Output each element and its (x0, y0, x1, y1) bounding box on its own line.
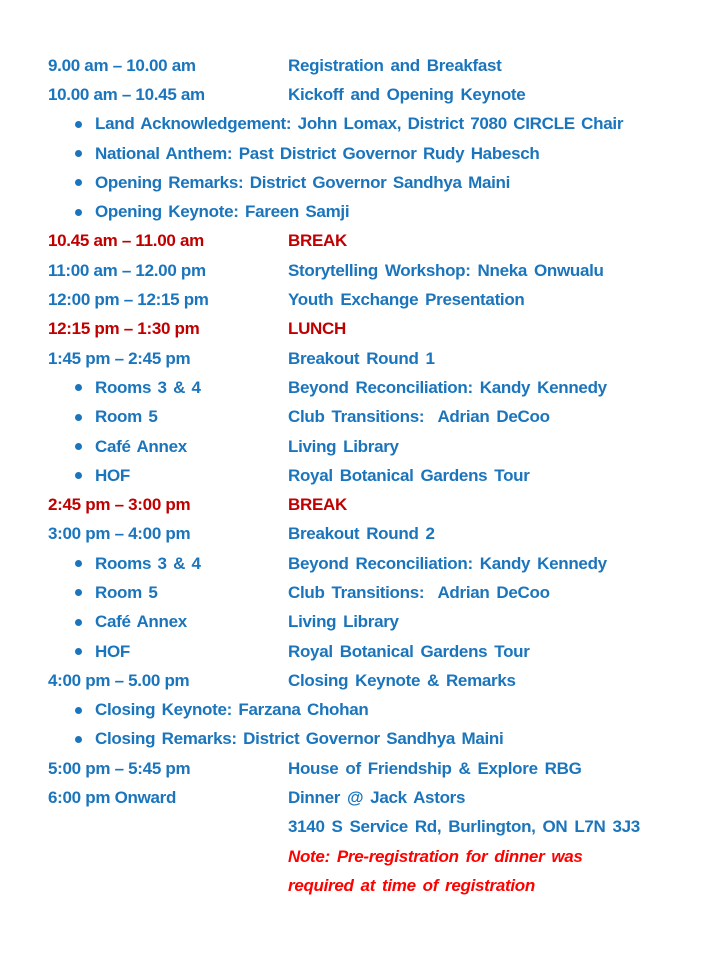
bullet-item-text: Land Acknowledgement: John Lomax, District 7080 CIRCLE Chair (95, 114, 624, 134)
bullet-item-text: Opening Remarks: District Governor Sandhya Maini (95, 172, 511, 192)
session-description: BREAK (288, 231, 347, 251)
schedule-row (48, 783, 708, 812)
bullet-room-label: Café Annex (95, 436, 187, 456)
schedule-row (48, 256, 708, 285)
bullet-room-label: Room 5 (95, 582, 158, 602)
schedule-row (48, 754, 708, 783)
bullet-room-cell (48, 612, 288, 632)
bullet-room-cell (48, 642, 288, 662)
bullet-room-cell (48, 583, 288, 603)
session-description: Note: Pre-registration for dinner was (288, 846, 583, 866)
schedule-row (48, 578, 708, 607)
bullet-icon (75, 384, 82, 391)
schedule-row (48, 168, 708, 197)
bullet-room-label: Rooms 3 & 4 (95, 553, 201, 573)
bullet-icon (75, 209, 82, 216)
bullet-item-text: Closing Remarks: District Governor Sandhya Maini (95, 729, 504, 749)
bullet-room-label: Café Annex (95, 612, 187, 632)
schedule-row (48, 51, 708, 80)
session-time: 6:00 pm Onward (48, 788, 177, 808)
bullet-icon (75, 121, 82, 128)
schedule-row (48, 696, 708, 725)
session-description: LUNCH (288, 319, 346, 339)
session-time: 10.00 am – 10.45 am (48, 84, 205, 104)
bullet-room-label: HOF (95, 641, 130, 661)
bullet-room-label: Rooms 3 & 4 (95, 377, 201, 397)
schedule-row (48, 227, 708, 256)
session-description: Living Library (288, 612, 399, 632)
bullet-room-label: HOF (95, 465, 130, 485)
bullet-icon (75, 414, 82, 421)
schedule-row (48, 637, 708, 666)
session-description: Youth Exchange Presentation (288, 290, 525, 310)
bullet-icon (75, 179, 82, 186)
bullet-item (48, 202, 708, 222)
session-description: Dinner @ Jack Astors (288, 788, 466, 808)
bullet-item (48, 729, 708, 749)
schedule-row (48, 871, 708, 900)
bullet-room-cell (48, 407, 288, 427)
session-description: BREAK (288, 495, 347, 515)
bullet-icon (75, 648, 82, 655)
bullet-icon (75, 560, 82, 567)
session-time: 12:15 pm – 1:30 pm (48, 319, 200, 339)
session-time: 11:00 am – 12.00 pm (48, 260, 206, 280)
schedule-row (48, 725, 708, 754)
schedule-row (48, 813, 708, 842)
schedule-row (48, 110, 708, 139)
schedule-row (48, 403, 708, 432)
session-time: 9.00 am – 10.00 am (48, 55, 196, 75)
schedule-row (48, 315, 708, 344)
bullet-icon (75, 589, 82, 596)
schedule-row (48, 520, 708, 549)
schedule-row (48, 139, 708, 168)
bullet-item (48, 114, 708, 134)
session-time: 2:45 pm – 3:00 pm (48, 495, 191, 515)
bullet-icon (75, 443, 82, 450)
schedule-row (48, 285, 708, 314)
schedule-row (48, 608, 708, 637)
session-time: 10.45 am – 11.00 am (48, 231, 204, 251)
session-description: Club Transitions: Adrian DeCoo (288, 582, 550, 602)
session-description: Breakout Round 2 (288, 524, 435, 544)
session-description: Royal Botanical Gardens Tour (288, 465, 530, 485)
bullet-item-text: Opening Keynote: Fareen Samji (95, 202, 350, 222)
session-time: 1:45 pm – 2:45 pm (48, 348, 191, 368)
session-time: 4:00 pm – 5.00 pm (48, 670, 190, 690)
bullet-item (48, 173, 708, 193)
session-time: 5:00 pm – 5:45 pm (48, 758, 191, 778)
schedule-row (48, 197, 708, 226)
session-description: Storytelling Workshop: Nneka Onwualu (288, 260, 604, 280)
schedule-row (48, 80, 708, 109)
session-description: Royal Botanical Gardens Tour (288, 641, 530, 661)
bullet-icon (75, 472, 82, 479)
session-description: Breakout Round 1 (288, 348, 435, 368)
schedule-row (48, 490, 708, 519)
bullet-item-text: National Anthem: Past District Governor Rudy Habesch (95, 143, 540, 163)
session-description: Kickoff and Opening Keynote (288, 84, 526, 104)
bullet-room-cell (48, 554, 288, 574)
schedule-row (48, 432, 708, 461)
bullet-room-cell (48, 437, 288, 457)
bullet-icon (75, 619, 82, 626)
bullet-icon (75, 736, 82, 743)
session-description: required at time of registration (288, 875, 535, 895)
session-description: Registration and Breakfast (288, 55, 502, 75)
session-time: 12:00 pm – 12:15 pm (48, 290, 209, 310)
session-description: Beyond Reconciliation: Kandy Kennedy (288, 553, 607, 573)
bullet-room-cell (48, 466, 288, 486)
schedule-row (48, 549, 708, 578)
session-description: House of Friendship & Explore RBG (288, 758, 582, 778)
session-description: Beyond Reconciliation: Kandy Kennedy (288, 377, 607, 397)
bullet-item (48, 144, 708, 164)
schedule-row (48, 344, 708, 373)
schedule-row (48, 373, 708, 402)
schedule-row (48, 666, 708, 695)
bullet-icon (75, 150, 82, 157)
schedule-row (48, 461, 708, 490)
session-time: 3:00 pm – 4:00 pm (48, 524, 191, 544)
schedule-list (48, 51, 708, 901)
session-description: Living Library (288, 436, 399, 456)
bullet-icon (75, 707, 82, 714)
session-description: Club Transitions: Adrian DeCoo (288, 407, 550, 427)
session-description: 3140 S Service Rd, Burlington, ON L7N 3J3 (288, 817, 640, 837)
bullet-item (48, 700, 708, 720)
bullet-item-text: Closing Keynote: Farzana Chohan (95, 700, 369, 720)
bullet-room-cell (48, 378, 288, 398)
bullet-room-label: Room 5 (95, 407, 158, 427)
session-description: Closing Keynote & Remarks (288, 670, 516, 690)
schedule-row (48, 842, 708, 871)
